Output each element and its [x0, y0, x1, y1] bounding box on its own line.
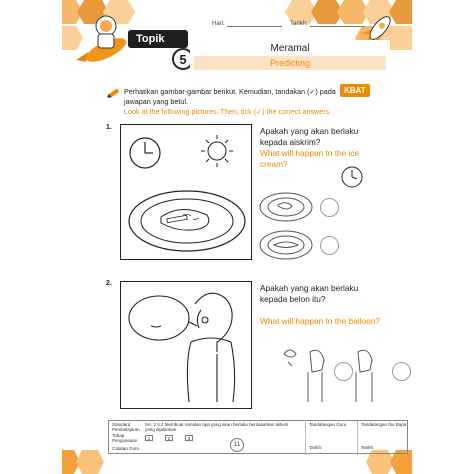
standard-label: Standard Pembelajaran: [112, 422, 140, 432]
sun-icon: [201, 135, 233, 167]
question-1-number: 1.: [106, 124, 112, 131]
tahap-2-box[interactable]: 2: [165, 435, 173, 441]
question-2-picture: [120, 281, 252, 409]
answer-option-1b-image: [258, 228, 314, 262]
answer-circle-1b[interactable]: [320, 236, 339, 255]
answer-option-1a-image: [258, 190, 314, 224]
tahap-1-box[interactable]: 1: [145, 435, 153, 441]
worksheet-page: [62, 0, 412, 474]
kbat-badge: KBAT: [340, 84, 370, 97]
question-2-number: 2.: [106, 280, 112, 287]
clock-icon: [130, 138, 160, 168]
catatan-label: Catatan Guru: [112, 446, 140, 451]
tahap-label: Tahap Penguasaan: [112, 433, 138, 443]
tahap-3-box[interactable]: 3: [185, 435, 193, 441]
title-english: Predicting: [194, 56, 386, 70]
plate-with-ice-cream: [129, 191, 245, 251]
question-2-text-malay: Apakah yang akan berlaku kepada belon itu?: [260, 283, 359, 304]
tarikh-parent-label: Tarikh:: [361, 445, 375, 450]
small-clock-icon: [340, 165, 364, 189]
pencil-icon: [106, 85, 122, 101]
answer-circle-2b[interactable]: [392, 362, 411, 381]
page-title: [190, 40, 390, 71]
balloon-boy-illustration: [129, 293, 235, 402]
topic-badge: Topik: [128, 30, 188, 48]
question-1-text-english: What will happen to the ice cream?: [260, 148, 360, 169]
date2-field[interactable]: Tarikh:: [290, 21, 365, 27]
question-2-text-english: What will happen to the balloon?: [260, 316, 380, 326]
standard-text: SA. 2.5.2 Membuat ramalan apa yang akan berlaku berdasarkan aktiviti yang dijalankan: [145, 422, 288, 432]
tarikh-guru-label: Tarikh:: [309, 445, 323, 450]
topic-number: 5: [172, 48, 194, 70]
question-1-picture: [120, 124, 252, 260]
date-field[interactable]: Hari:: [212, 21, 282, 27]
page-number: 11: [230, 438, 244, 452]
footer-table: [108, 420, 408, 454]
guru-signature-label: Tandatangan Guru: [309, 422, 347, 427]
instruction-english: Look at the following pictures. Then, tick (✓) the correct answers.: [124, 107, 332, 116]
footer: [62, 420, 412, 474]
parent-signature-label: Tandatangan Ibu Bapa: [361, 422, 407, 427]
title-malay: Meramal: [270, 43, 310, 54]
instruction-malay: Perhatikan gambar-gambar berikut. Kemudian, tandakan (✓) pada jawapan yang betul.: [124, 87, 336, 106]
question-1-text-malay: Apakah yang akan berlaku kepada aiskrim?: [260, 126, 359, 147]
answer-circle-1a[interactable]: [320, 198, 339, 217]
answer-option-2b-image: [350, 344, 390, 404]
answer-option-2a-image: [282, 344, 332, 404]
